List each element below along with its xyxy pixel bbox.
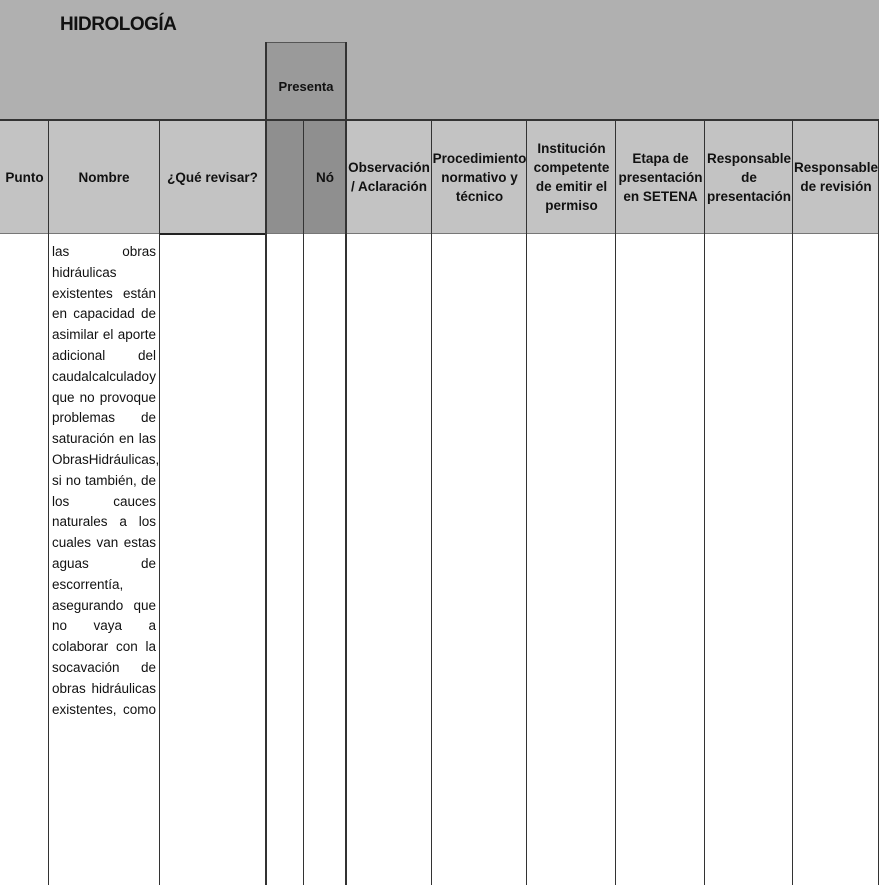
nombre-text-line (52, 450, 160, 471)
col-header-resp-revision: Responsable de revisión (793, 160, 879, 194)
nombre-word: a (119, 514, 127, 530)
nombre-word: el (102, 327, 114, 343)
nombre-text-line (52, 429, 156, 450)
nombre-word: las (138, 431, 156, 447)
nombre-word: no (65, 472, 81, 488)
nombre-word: existentes, (52, 701, 117, 717)
nombre-word: que (52, 389, 75, 405)
nombre-text-line (52, 346, 156, 367)
nombre-text-line (52, 408, 156, 429)
nombre-word: colaborar (52, 639, 109, 655)
nombre-text-line (52, 533, 156, 554)
nombre-word: de (140, 410, 156, 426)
nombre-word: de (140, 555, 156, 571)
col-divider (48, 121, 49, 885)
col-divider (526, 121, 527, 885)
nombre-word: los (52, 493, 70, 509)
nombre-text-line (52, 304, 156, 325)
nombre-word: naturales (52, 514, 108, 530)
nombre-word: hidráulicas (91, 680, 156, 696)
nombre-word: de (140, 306, 156, 322)
nombre-text-line (52, 616, 156, 637)
nombre-text-line (52, 263, 156, 284)
nombre-word: la (145, 639, 156, 655)
nombre-word: hidráulicas (52, 264, 117, 280)
col-divider (345, 42, 347, 885)
nombre-word: calculado (92, 368, 150, 384)
section-title: HIDROLOGÍA (60, 14, 177, 35)
col-divider (792, 121, 793, 885)
col-header-observacion: Observación / Aclaración (348, 160, 430, 194)
col-header-no: Nó (304, 121, 346, 233)
nombre-word: escorrentía, (52, 576, 124, 592)
col-header-nombre: Nombre (78, 169, 130, 185)
nombre-word: asimilar (52, 327, 99, 343)
nombre-word: vaya (93, 618, 123, 634)
nombre-word: socavación (52, 659, 120, 675)
col-header-resp-presentacion: Responsable de presentación (706, 150, 792, 204)
nombre-word: saturación (52, 431, 115, 447)
nombre-word: de (140, 472, 156, 488)
nombre-text-line (52, 575, 156, 596)
col-header-punto: Punto (5, 169, 44, 185)
col-divider (303, 121, 304, 885)
col-header-institucion: Institución competente de emitir el permiso (533, 141, 610, 213)
nombre-word: provoque (99, 389, 156, 405)
col-divider (704, 121, 705, 885)
col-header-que-revisar: ¿Qué revisar? (167, 169, 258, 185)
que-revisar-cell-border (159, 233, 266, 235)
nombre-text-line (52, 596, 156, 617)
nombre-word: van (96, 535, 119, 551)
nombre-text-line (52, 554, 156, 575)
nombre-text-line (52, 471, 156, 492)
nombre-word: del (137, 347, 156, 363)
nombre-word: cuales (52, 535, 92, 551)
col-divider (159, 121, 160, 885)
nombre-text-line (52, 325, 156, 346)
nombre-word: están (122, 285, 156, 301)
nombre-text-line (52, 367, 156, 388)
nombre-word: en (52, 306, 68, 322)
nombre-word: en (119, 431, 135, 447)
nombre-word: aporte (117, 327, 156, 343)
nombre-word: existentes (52, 285, 113, 301)
nombre-word: no (52, 618, 68, 634)
nombre-word: si (52, 472, 62, 488)
nombre-word: Obras (52, 451, 89, 467)
nombre-word: que (133, 597, 156, 613)
nombre-word: y (149, 368, 156, 384)
col-header-procedimiento: Procedimiento normativo y técnico (432, 150, 527, 204)
col-divider (615, 121, 616, 885)
nombre-word: capacidad (73, 306, 135, 322)
nombre-word: Hidráulicas, (88, 451, 160, 467)
presenta-group-header (265, 42, 346, 120)
nombre-word: obras (122, 244, 156, 259)
nombre-word: con (115, 639, 138, 655)
nombre-word: caudal (52, 368, 92, 384)
col-header-si (266, 121, 304, 233)
col-divider (265, 42, 267, 885)
nombre-word: también, (85, 472, 137, 488)
nombre-word: obras (52, 680, 86, 696)
nombre-word: las (52, 244, 70, 259)
nombre-word: aguas (52, 555, 89, 571)
col-header-etapa: Etapa de presentación en SETENA (618, 150, 703, 204)
nombre-word: como (122, 701, 156, 717)
nombre-word: los (138, 514, 156, 530)
nombre-word: a (148, 618, 156, 634)
nombre-word: asegurando (52, 597, 124, 613)
nombre-text-line (52, 700, 156, 721)
nombre-text-line (52, 512, 156, 533)
nombre-word: cauces (113, 493, 156, 509)
nombre-text-line (52, 637, 156, 658)
nombre-cell-text (52, 242, 160, 720)
nombre-word: estas (123, 535, 156, 551)
nombre-text-line (52, 284, 156, 305)
nombre-text-line (52, 242, 156, 263)
col-divider (431, 121, 432, 885)
nombre-text-line (52, 388, 156, 409)
nombre-word: adicional (52, 347, 106, 363)
nombre-text-line (52, 658, 156, 679)
nombre-word: problemas (52, 410, 116, 426)
nombre-text-line (52, 679, 156, 700)
header-bottom-border (0, 233, 879, 234)
nombre-text-line (52, 492, 156, 513)
nombre-word: de (140, 659, 156, 675)
presenta-label: Presenta (278, 79, 334, 94)
nombre-word: no (79, 389, 95, 405)
